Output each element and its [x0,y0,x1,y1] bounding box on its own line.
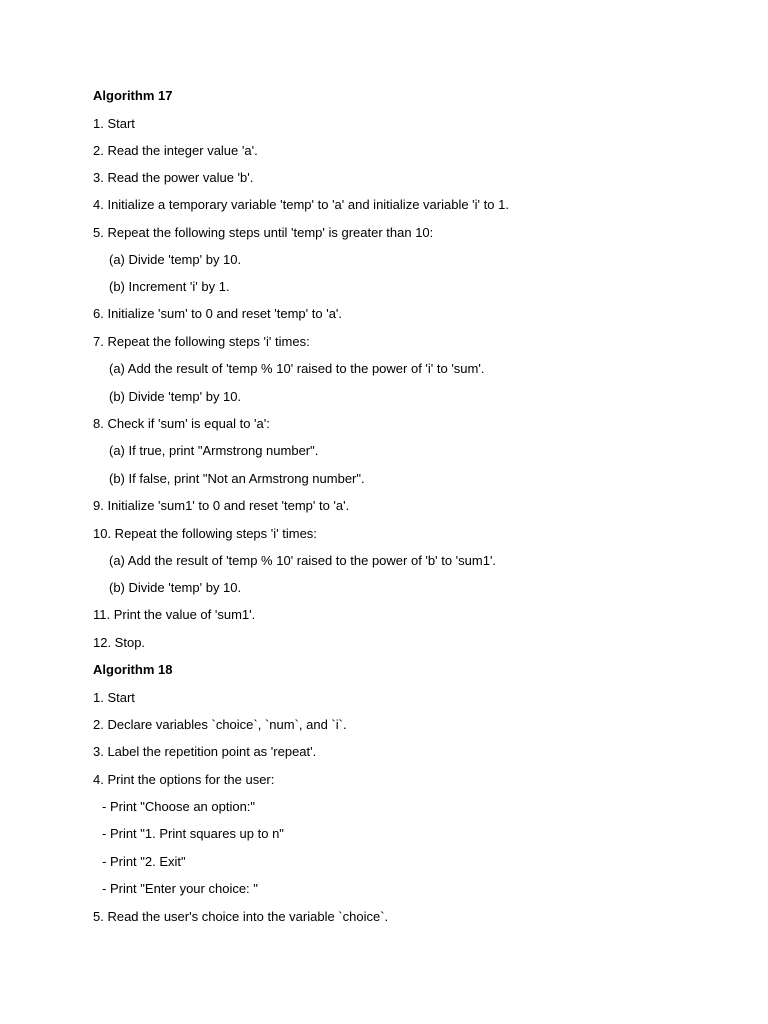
algorithm-18-step: 4. Print the options for the user: [93,772,275,787]
algorithm-17-step: 5. Repeat the following steps until 'temp' is greater than 10: [93,225,434,240]
algorithm-17-step: 9. Initialize 'sum1' to 0 and reset 'temp' to 'a'. [93,498,350,513]
algorithm-17-substep: (a) If true, print "Armstrong number". [109,443,319,458]
algorithm-17-step: 2. Read the integer value 'a'. [93,143,258,158]
algorithm-18-bullet: - Print "Enter your choice: " [102,881,258,896]
algorithm-17-step: 10. Repeat the following steps 'i' times: [93,526,317,541]
algorithm-17-substep: (a) Add the result of 'temp % 10' raised to the power of 'b' to 'sum1'. [109,553,497,568]
algorithm-17-substep: (b) Divide 'temp' by 10. [109,389,242,404]
algorithm-18-bullet: - Print "1. Print squares up to n" [102,826,284,841]
algorithm-17-substep: (b) Increment 'i' by 1. [109,279,230,294]
algorithm-17-step: 6. Initialize 'sum' to 0 and reset 'temp' to 'a'. [93,306,343,321]
algorithm-17-step: 3. Read the power value 'b'. [93,170,254,185]
algorithm-18-bullet: - Print "2. Exit" [102,854,186,869]
algorithm-17-step: 1. Start [93,116,135,131]
algorithm-17-substep: (a) Add the result of 'temp % 10' raised to the power of 'i' to 'sum'. [109,361,485,376]
algorithm-18-step: 2. Declare variables `choice`, `num`, and `i`. [93,717,347,732]
algorithm-17-title: Algorithm 17 [93,88,173,103]
algorithm-17-substep: (b) If false, print "Not an Armstrong number". [109,471,365,486]
algorithm-17-step: 4. Initialize a temporary variable 'temp' to 'a' and initialize variable 'i' to 1. [93,197,509,212]
algorithm-18-step: 3. Label the repetition point as 'repeat'. [93,744,317,759]
algorithm-17-substep: (b) Divide 'temp' by 10. [109,580,242,595]
algorithm-17-step: 7. Repeat the following steps 'i' times: [93,334,310,349]
algorithm-18-step: 1. Start [93,690,135,705]
algorithm-18-bullet: - Print "Choose an option:" [102,799,256,814]
algorithm-18-step: 5. Read the user's choice into the variable `choice`. [93,909,389,924]
algorithm-18-title: Algorithm 18 [93,662,173,677]
algorithm-17-step: 11. Print the value of 'sum1'. [93,607,256,622]
algorithm-17-substep: (a) Divide 'temp' by 10. [109,252,242,267]
algorithm-17-step: 12. Stop. [93,635,146,650]
algorithm-17-step: 8. Check if 'sum' is equal to 'a': [93,416,270,431]
